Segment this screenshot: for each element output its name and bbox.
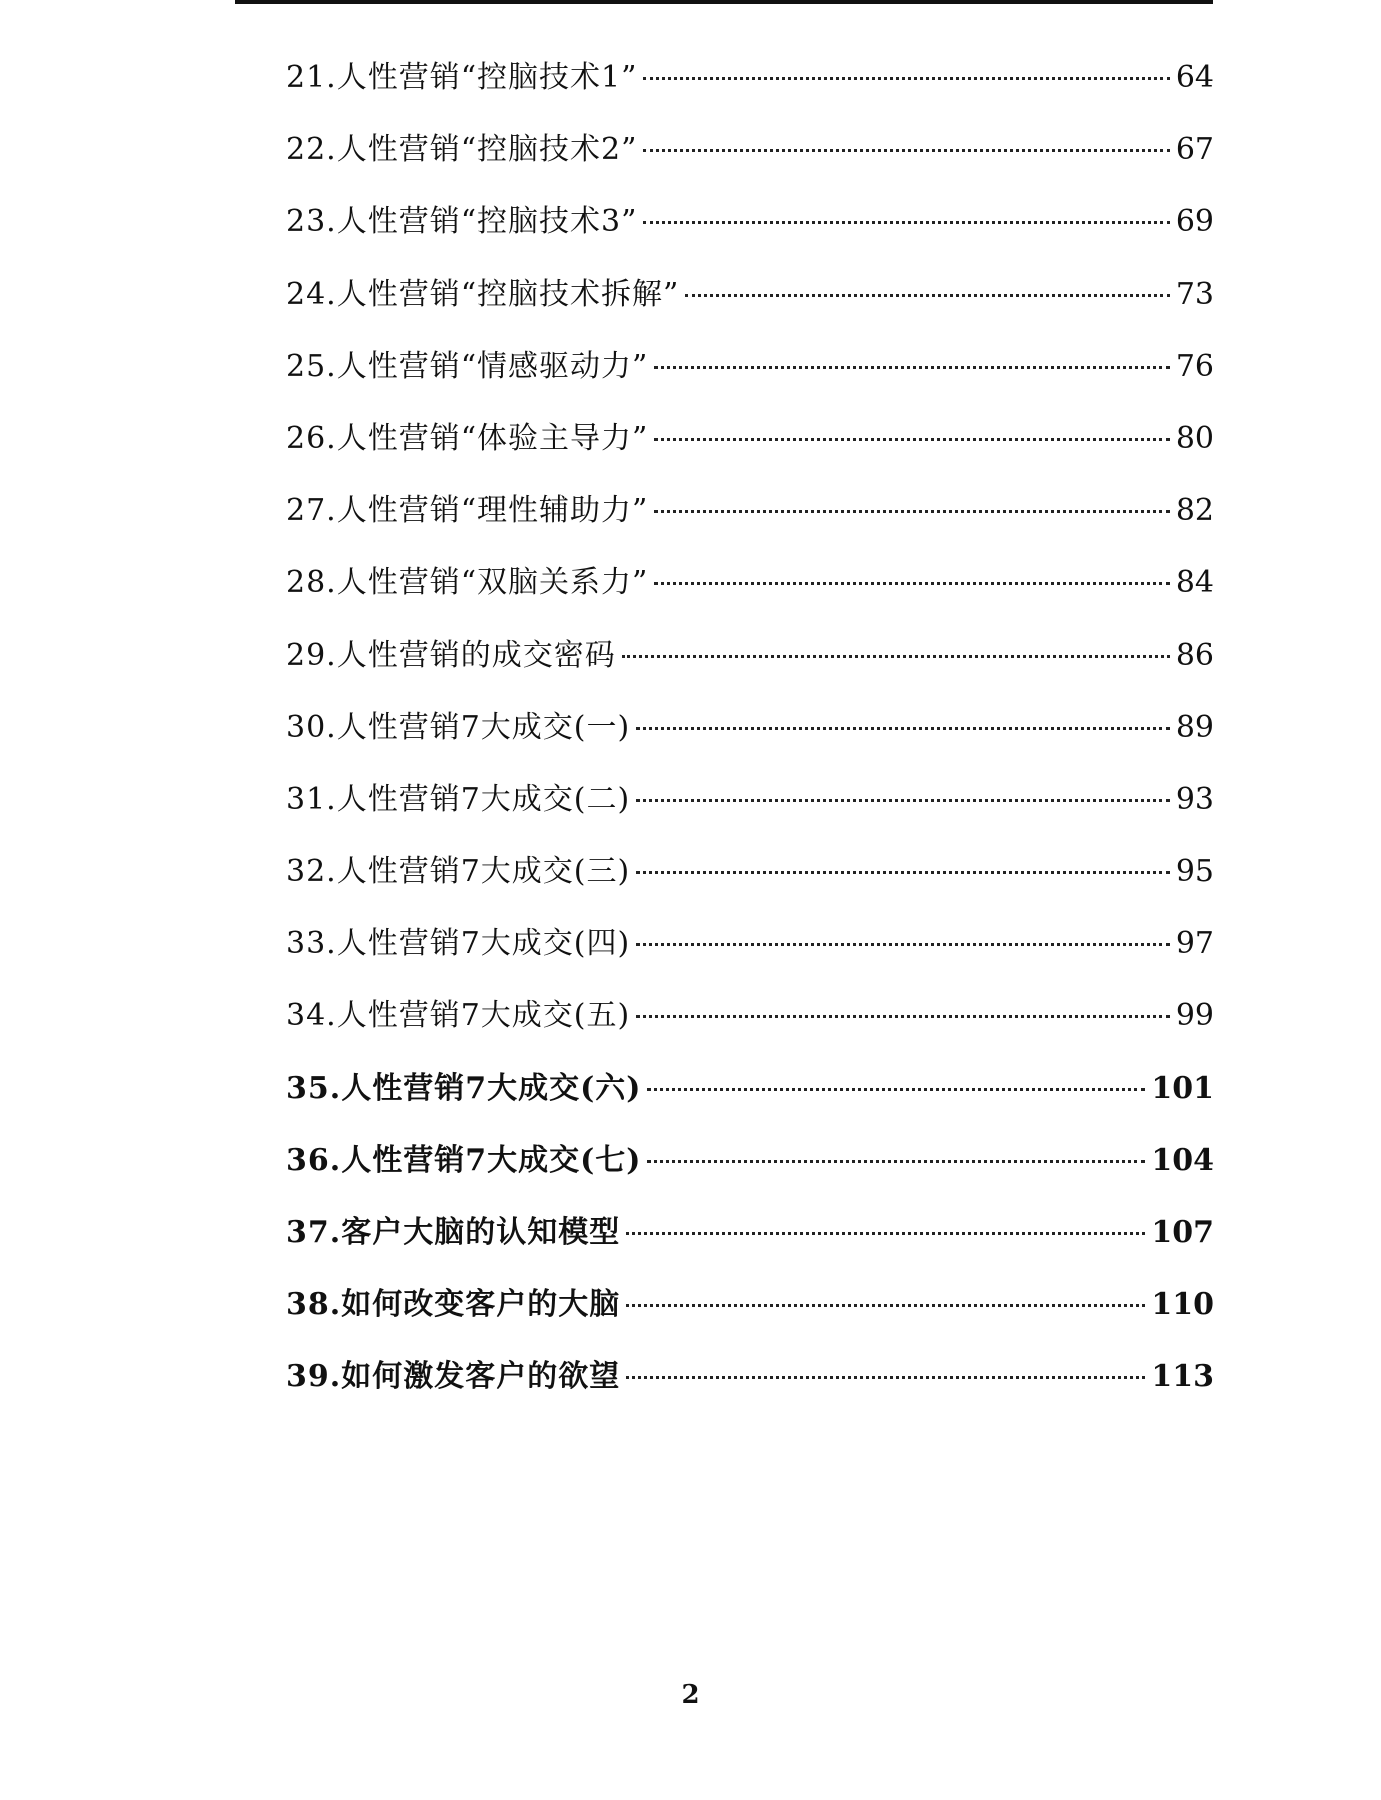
toc-entry-title: 24.人性营销“控脑技术拆解” xyxy=(286,276,680,312)
toc-entry-page: 67 xyxy=(1175,132,1214,168)
toc-entry-26[interactable] xyxy=(286,419,1214,491)
top-rule xyxy=(235,0,1213,4)
toc-entry-title: 29.人性营销的成交密码 xyxy=(286,637,616,673)
toc-entry-22[interactable] xyxy=(286,130,1214,202)
toc-entry-33[interactable] xyxy=(286,924,1214,996)
toc-entry-21[interactable] xyxy=(286,58,1214,130)
toc-entry-31[interactable] xyxy=(286,780,1214,852)
toc-entry-page: 73 xyxy=(1175,276,1214,312)
dot-leader xyxy=(636,871,1170,874)
toc-entry-30[interactable] xyxy=(286,708,1214,780)
toc-entry-title: 26.人性营销“体验主导力” xyxy=(286,420,649,456)
toc-entry-38[interactable] xyxy=(286,1285,1214,1357)
toc-entry-39[interactable] xyxy=(286,1357,1214,1429)
toc-entry-32[interactable] xyxy=(286,852,1214,924)
dot-leader xyxy=(685,294,1169,297)
dot-leader xyxy=(647,1160,1145,1163)
toc-entry-25[interactable] xyxy=(286,347,1214,419)
toc-entry-36[interactable] xyxy=(286,1141,1214,1213)
dot-leader xyxy=(626,1376,1145,1379)
dot-leader xyxy=(626,1304,1145,1307)
toc-entry-page: 104 xyxy=(1151,1142,1214,1178)
toc-entry-page: 82 xyxy=(1175,493,1214,529)
toc-entry-title: 35.人性营销7大成交(六) xyxy=(286,1070,642,1106)
toc-entry-27[interactable] xyxy=(286,491,1214,563)
dot-leader xyxy=(643,149,1169,152)
toc-entry-title: 39.如何激发客户的欲望 xyxy=(286,1359,621,1395)
toc-entry-title: 25.人性营销“情感驱动力” xyxy=(286,348,649,384)
toc-entry-34[interactable] xyxy=(286,996,1214,1068)
toc-entry-24[interactable] xyxy=(286,275,1214,347)
dot-leader xyxy=(654,366,1169,369)
toc-entry-28[interactable] xyxy=(286,563,1214,635)
toc-entry-page: 69 xyxy=(1175,204,1214,240)
toc-entry-page: 80 xyxy=(1175,420,1214,456)
toc-entry-page: 76 xyxy=(1175,348,1214,384)
toc-entry-page: 101 xyxy=(1151,1070,1214,1106)
dot-leader xyxy=(622,655,1170,658)
toc-entry-title: 23.人性营销“控脑技术3” xyxy=(286,204,638,240)
table-of-contents xyxy=(286,58,1214,1430)
dot-leader xyxy=(636,1015,1170,1018)
toc-entry-title: 31.人性营销7大成交(二) xyxy=(286,781,631,817)
toc-entry-page: 95 xyxy=(1175,854,1214,890)
toc-entry-title: 21.人性营销“控脑技术1” xyxy=(286,60,638,95)
page-number: 2 xyxy=(681,1680,700,1710)
toc-entry-title: 34.人性营销7大成交(五) xyxy=(286,998,631,1034)
toc-entry-page: 113 xyxy=(1151,1359,1214,1395)
dot-leader xyxy=(647,1088,1145,1091)
toc-entry-title: 38.如何改变客户的大脑 xyxy=(286,1287,621,1323)
toc-entry-page: 89 xyxy=(1175,709,1214,745)
toc-entry-title: 32.人性营销7大成交(三) xyxy=(286,854,631,890)
dot-leader xyxy=(654,438,1169,441)
toc-entry-title: 37.客户大脑的认知模型 xyxy=(286,1215,621,1250)
toc-entry-title: 28.人性营销“双脑关系力” xyxy=(286,565,649,601)
toc-entry-23[interactable] xyxy=(286,202,1214,274)
toc-entry-page: 64 xyxy=(1175,60,1214,95)
dot-leader xyxy=(636,727,1170,730)
toc-entry-35[interactable] xyxy=(286,1069,1214,1141)
toc-entry-title: 33.人性营销7大成交(四) xyxy=(286,926,631,962)
toc-entry-page: 86 xyxy=(1175,637,1214,673)
toc-entry-page: 93 xyxy=(1175,781,1214,817)
dot-leader xyxy=(643,77,1169,80)
toc-entry-page: 84 xyxy=(1175,565,1214,601)
toc-entry-29[interactable] xyxy=(286,636,1214,708)
dot-leader xyxy=(654,510,1169,513)
dot-leader xyxy=(636,799,1170,802)
toc-entry-title: 27.人性营销“理性辅助力” xyxy=(286,493,649,529)
toc-entry-title: 30.人性营销7大成交(一) xyxy=(286,709,631,745)
toc-entry-page: 99 xyxy=(1175,998,1214,1034)
toc-entry-page: 110 xyxy=(1151,1287,1214,1323)
toc-entry-page: 97 xyxy=(1175,926,1214,962)
dot-leader xyxy=(643,221,1169,224)
dot-leader xyxy=(636,943,1170,946)
toc-entry-37[interactable] xyxy=(286,1213,1214,1285)
toc-entry-page: 107 xyxy=(1151,1215,1214,1250)
toc-entry-title: 22.人性营销“控脑技术2” xyxy=(286,132,638,168)
toc-entry-title: 36.人性营销7大成交(七) xyxy=(286,1142,642,1178)
dot-leader xyxy=(626,1232,1145,1235)
dot-leader xyxy=(654,582,1169,585)
